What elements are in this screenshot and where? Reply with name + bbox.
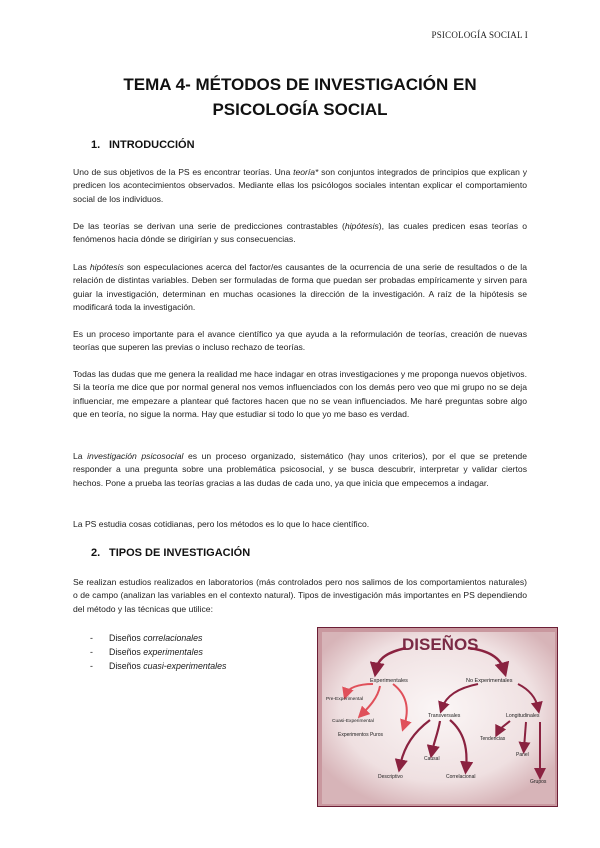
list-item bbox=[73, 645, 293, 659]
text-run: Diseños bbox=[109, 661, 144, 671]
designs-diagram bbox=[317, 627, 558, 807]
italic-term: correlacionales bbox=[143, 633, 203, 643]
diagram-title: DISEÑOS bbox=[402, 635, 479, 654]
paragraph-8: Se realizan estudios realizados en laboratorios (más controlados pero nos salimos de los comportamientos naturales) o de campo (analizan las variables en el contexto natural). Tipos de investigación más importantes en PS dependiendo del método y las técnicas que utilice: bbox=[73, 577, 527, 614]
text-run: ), las cuales predicen esas teorías o fenómenos hacia dónde se dirigirían y sus consecuencias. bbox=[73, 221, 527, 245]
italic-term: teoría* bbox=[293, 167, 319, 177]
node-pre-experimental: Pre-Experimental bbox=[326, 697, 364, 702]
text-run: es un proceso organizado, sistemático (hay unos criterios), por el que se pretende responder a una pregunta sobre una problemática psicosocial, y se busca descubrir, interpretar y validar ciertos hechos. Pone a prueba las teorías gracias a las dudas de cada uno, ya que inicia que empecemos a indagar. bbox=[73, 451, 527, 488]
node-tendencias: Tendencias bbox=[480, 736, 506, 742]
node-causal: Causal bbox=[424, 756, 440, 762]
page-title bbox=[60, 72, 540, 122]
italic-term: experimentales bbox=[143, 647, 203, 657]
node-longitudinales: Longitudinales bbox=[506, 713, 540, 719]
title-line-1: TEMA 4- MÉTODOS DE INVESTIGACIÓN EN bbox=[123, 75, 477, 94]
node-experimentales: Experimentales bbox=[370, 678, 408, 684]
section-title: TIPOS DE INVESTIGACIÓN bbox=[109, 547, 251, 559]
node-grupos: Grupos bbox=[530, 779, 547, 785]
node-cuasi-experimental: Cuasi-Experimental bbox=[332, 719, 374, 724]
text-run: Uno de sus objetivos de la PS es encontrar teorías. Una bbox=[73, 167, 294, 177]
node-panel: Panel bbox=[516, 752, 529, 758]
node-experimentos-puros: Experimentos Puros bbox=[338, 732, 384, 738]
text-run: Las bbox=[73, 262, 90, 272]
text-run: La bbox=[73, 451, 88, 461]
designs-diagram-svg bbox=[318, 628, 559, 808]
paragraph-7: La PS estudia cosas cotidianas, pero los métodos es lo que lo hace científico. bbox=[73, 519, 370, 529]
bullet-dash: - bbox=[90, 647, 93, 657]
text-run: De las teorías se derivan una serie de predicciones contrastables ( bbox=[73, 221, 345, 231]
paragraph-5: Todas las dudas que me genera la realidad me hace indagar en otras investigaciones y me proponga nuevos objetivos. Si la teoría me dice que por normal general nos vemos influenciados con los demás pero veo que mi grupo no se deja influenciar, me empezare a plantear qué factores hacen que no se vean influenciados. Me haré preguntas sobre algo que en teoría, no sigue la norma. Hay que estudiar si todo lo que yo me baso es verdad. bbox=[73, 369, 527, 420]
section-title: INTRODUCCIÓN bbox=[109, 139, 195, 151]
section-number: 2. bbox=[91, 547, 101, 559]
list-item bbox=[73, 659, 293, 673]
running-header: PSICOLOGÍA SOCIAL I bbox=[431, 30, 528, 40]
text-run: Diseños bbox=[109, 647, 144, 657]
italic-term: hipótesis bbox=[89, 262, 124, 272]
paragraph-2 bbox=[73, 220, 527, 247]
designs-list bbox=[73, 631, 293, 673]
paragraph-3 bbox=[73, 261, 527, 315]
bullet-dash: - bbox=[90, 633, 93, 643]
text-run: son especulaciones acerca del factor/es causantes de la ocurrencia de una serie de resultados o de la relación de distintas variables. Deben ser formuladas de forma que puedan ser probadas empíricamente y sirven para guiar la investigación, determinan en muchas ocasiones la dirección de la investigación. A raíz de la hipótesis se modificará toda la investigación. bbox=[73, 262, 527, 313]
list-item bbox=[73, 631, 293, 645]
text-run: son conjuntos integrados de principios que explican y predicen los acontecimientos observados. Mediante ellas los psicólogos sociales intentan explicar el comportamiento social de los individuos. bbox=[73, 167, 527, 204]
paragraph-4: Es un proceso importante para el avance científico ya que ayuda a la reformulación de teorías, creación de nuevas teorías que superen las previas o incluso rechazo de teorías. bbox=[73, 329, 527, 353]
node-transversales: Transversales bbox=[428, 713, 461, 719]
italic-term: cuasi-experimentales bbox=[143, 661, 227, 671]
section-heading-introduccion bbox=[91, 139, 195, 151]
section-number: 1. bbox=[91, 139, 101, 151]
title-line-2: PSICOLOGÍA SOCIAL bbox=[212, 100, 388, 119]
paragraph-1 bbox=[73, 166, 527, 206]
node-correlacional: Correlacional bbox=[446, 774, 476, 780]
section-heading-tipos bbox=[91, 547, 250, 559]
italic-term: investigación psicosocial bbox=[87, 451, 184, 461]
node-descriptivo: Descriptivo bbox=[378, 774, 403, 780]
italic-term: hipótesis bbox=[344, 221, 379, 231]
node-no-experimentales: No Experimentales bbox=[466, 678, 513, 684]
text-run: Diseños bbox=[109, 633, 144, 643]
bullet-dash: - bbox=[90, 661, 93, 671]
paragraph-6 bbox=[73, 450, 527, 490]
